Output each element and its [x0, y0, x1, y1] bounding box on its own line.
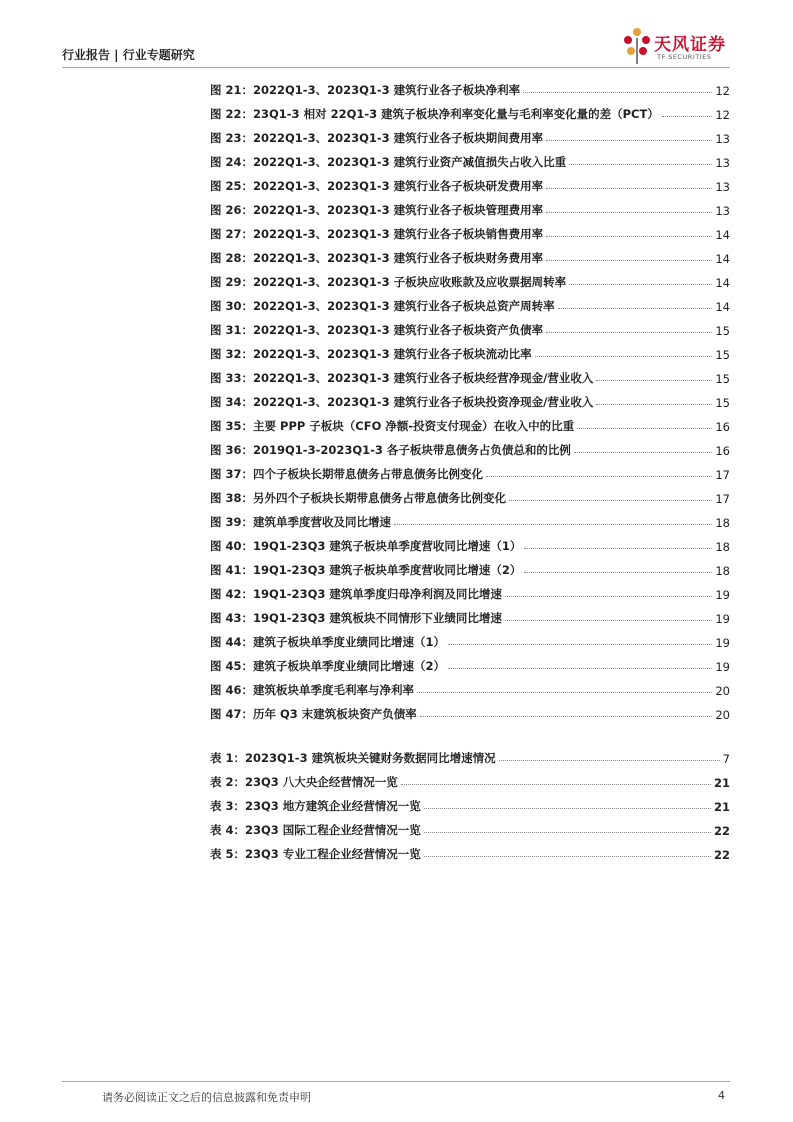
figure-entry-page[interactable]: 12 [715, 108, 730, 122]
dot-leader [394, 523, 712, 525]
figure-entry-page[interactable]: 18 [715, 564, 730, 578]
figure-entry[interactable] [210, 410, 730, 434]
dot-leader [546, 259, 712, 261]
figure-entry[interactable] [210, 338, 730, 362]
dot-leader [596, 379, 712, 381]
dot-leader [401, 783, 711, 785]
figure-entry[interactable] [210, 554, 730, 578]
table-entry[interactable] [210, 742, 730, 766]
figure-entry-title[interactable]: 图 46：建筑板块单季度毛利率与净利率 [210, 683, 415, 697]
figure-entry[interactable] [210, 98, 730, 122]
figure-entry[interactable] [210, 362, 730, 386]
figure-entry[interactable] [210, 434, 730, 458]
figure-entry-title[interactable]: 图 43：19Q1-23Q3 建筑板块不同情形下业绩同比增速 [210, 611, 502, 625]
table-entry-title[interactable]: 表 4：23Q3 国际工程企业经营情况一览 [210, 823, 421, 837]
dot-leader [448, 667, 712, 669]
figure-index-list [210, 74, 730, 722]
figure-entry-page[interactable]: 14 [715, 228, 730, 242]
company-logo [622, 26, 734, 70]
figure-entry-title[interactable]: 图 28：2022Q1-3、2023Q1-3 建筑行业各子板块财务费用率 [210, 251, 544, 265]
logo-flower-icon [622, 26, 652, 66]
dot-leader [569, 163, 712, 165]
table-entry-title[interactable]: 表 5：23Q3 专业工程企业经营情况一览 [210, 847, 421, 861]
figure-entry-page[interactable]: 19 [715, 660, 730, 674]
dot-leader [424, 855, 711, 857]
figure-entry-title[interactable]: 图 30：2022Q1-3、2023Q1-3 建筑行业各子板块总资产周转率 [210, 299, 555, 313]
table-index-list [210, 742, 730, 862]
figure-entry-page[interactable]: 19 [715, 612, 730, 626]
figure-entry-title[interactable]: 图 47：历年 Q3 末建筑板块资产负债率 [210, 707, 417, 721]
figure-entry-page[interactable]: 15 [715, 372, 730, 386]
figure-entry-page[interactable]: 14 [715, 252, 730, 266]
figure-entry[interactable] [210, 194, 730, 218]
figure-entry[interactable] [210, 146, 730, 170]
dot-leader [596, 403, 712, 405]
figure-entry-page[interactable]: 12 [715, 84, 730, 98]
table-entry-title[interactable]: 表 3：23Q3 地方建筑企业经营情况一览 [210, 799, 421, 813]
figure-entry[interactable] [210, 122, 730, 146]
dot-leader [546, 331, 712, 333]
figure-entry-page[interactable]: 13 [715, 132, 730, 146]
dot-leader [486, 475, 712, 477]
figure-entry-title[interactable]: 图 37：四个子板块长期带息债务占带息债务比例变化 [210, 467, 484, 481]
dot-leader [574, 451, 712, 453]
figure-entry-page[interactable]: 16 [715, 420, 730, 434]
figure-entry-title[interactable]: 图 27：2022Q1-3、2023Q1-3 建筑行业各子板块销售费用率 [210, 227, 544, 241]
figure-entry-title[interactable]: 图 29：2022Q1-3、2023Q1-3 子板块应收账款及应收票据周转率 [210, 275, 567, 289]
table-entry-page[interactable]: 22 [713, 824, 730, 838]
table-entry[interactable] [210, 814, 730, 838]
figure-entry-page[interactable]: 16 [715, 444, 730, 458]
figure-entry-page[interactable]: 15 [715, 348, 730, 362]
figure-entry-title[interactable]: 图 39：建筑单季度营收及同比增速 [210, 515, 392, 529]
table-entry-page[interactable]: 22 [713, 848, 730, 862]
dot-leader [420, 715, 713, 717]
figure-entry[interactable] [210, 290, 730, 314]
dot-leader [546, 187, 712, 189]
figure-entry[interactable] [210, 266, 730, 290]
logo-chinese-text: 天风证券 [654, 35, 726, 55]
figure-entry-title[interactable]: 图 21：2022Q1-3、2023Q1-3 建筑行业各子板块净利率 [210, 83, 521, 97]
figure-entry-page[interactable]: 19 [715, 636, 730, 650]
figure-entry-page[interactable]: 13 [715, 204, 730, 218]
figure-entry[interactable] [210, 170, 730, 194]
figure-entry[interactable] [210, 386, 730, 410]
figure-entry[interactable] [210, 314, 730, 338]
figure-entry-page[interactable]: 20 [715, 708, 730, 722]
figure-entry-title[interactable]: 图 45：建筑子板块单季度业绩同比增速（2） [210, 659, 446, 673]
dot-leader [524, 571, 712, 573]
figure-entry-title[interactable]: 图 31：2022Q1-3、2023Q1-3 建筑行业各子板块资产负债率 [210, 323, 544, 337]
dot-leader [577, 427, 712, 429]
figure-entry-title[interactable]: 图 35：主要 PPP 子板块（CFO 净额-投资支付现金）在收入中的比重 [210, 419, 575, 433]
dot-leader [448, 643, 712, 645]
figure-entry[interactable] [210, 578, 730, 602]
dot-leader [509, 499, 712, 501]
dot-leader [535, 355, 713, 357]
figure-entry-title[interactable]: 图 32：2022Q1-3、2023Q1-3 建筑行业各子板块流动比率 [210, 347, 532, 361]
figure-entry[interactable] [210, 602, 730, 626]
dot-leader [499, 759, 720, 761]
dot-leader [546, 235, 712, 237]
figure-entry[interactable] [210, 626, 730, 650]
footer-divider [62, 1081, 730, 1082]
dot-leader [546, 139, 712, 141]
figure-entry-title[interactable]: 图 25：2022Q1-3、2023Q1-3 建筑行业各子板块研发费用率 [210, 179, 544, 193]
figure-entry[interactable] [210, 698, 730, 722]
dot-leader [662, 115, 713, 117]
figure-entry-title[interactable]: 图 41：19Q1-23Q3 建筑子板块单季度营收同比增速（2） [210, 563, 522, 577]
figure-entry[interactable] [210, 650, 730, 674]
table-entry-title[interactable]: 表 1：2023Q1-3 建筑板块关键财务数据同比增速情况 [210, 751, 496, 765]
figure-entry-title[interactable]: 图 42：19Q1-23Q3 建筑单季度归母净利润及同比增速 [210, 587, 502, 601]
dot-leader [524, 547, 712, 549]
table-entry[interactable] [210, 766, 730, 790]
figure-entry-page[interactable]: 15 [715, 396, 730, 410]
figure-entry[interactable] [210, 530, 730, 554]
figure-entry[interactable] [210, 458, 730, 482]
figure-entry-title[interactable]: 图 26：2022Q1-3、2023Q1-3 建筑行业各子板块管理费用率 [210, 203, 544, 217]
header-section-title: 行业报告 | 行业专题研究 [62, 48, 195, 62]
dot-leader [424, 831, 711, 833]
footer-page-number: 4 [718, 1089, 725, 1102]
table-entry-title[interactable]: 表 2：23Q3 八大央企经营情况一览 [210, 775, 398, 789]
dot-leader [558, 307, 713, 309]
figure-entry-title[interactable]: 图 40：19Q1-23Q3 建筑子板块单季度营收同比增速（1） [210, 539, 522, 553]
figure-entry[interactable] [210, 74, 730, 98]
dot-leader [505, 619, 713, 621]
dot-leader [546, 211, 712, 213]
dot-leader [523, 91, 712, 93]
table-entry[interactable] [210, 838, 730, 862]
figure-entry-page[interactable]: 18 [715, 540, 730, 554]
figure-entry-page[interactable]: 20 [715, 684, 730, 698]
figure-entry-page[interactable]: 14 [715, 300, 730, 314]
figure-entry[interactable] [210, 506, 730, 530]
dot-leader [424, 807, 711, 809]
footer-disclaimer: 请务必阅读正文之后的信息披露和免责申明 [102, 1091, 311, 1104]
figure-entry-page[interactable]: 18 [715, 516, 730, 530]
figure-entry-title[interactable]: 图 22：23Q1-3 相对 22Q1-3 建筑子板块净利率变化量与毛利率变化量的差（PCT） [210, 107, 659, 121]
figure-entry-page[interactable]: 17 [715, 468, 730, 482]
figure-entry-page[interactable]: 17 [715, 492, 730, 506]
table-entry-page[interactable]: 21 [713, 776, 730, 790]
figure-entry-page[interactable]: 15 [715, 324, 730, 338]
logo-english-text: TF SECURITIES [657, 53, 712, 61]
dot-leader [417, 691, 712, 693]
table-entry-page[interactable]: 7 [722, 752, 730, 766]
figure-entry-page[interactable]: 14 [715, 276, 730, 290]
figure-entry-title[interactable]: 图 36：2019Q1-3-2023Q1-3 各子板块带息债务占负债总和的比例 [210, 443, 571, 457]
header-divider [62, 67, 730, 68]
dot-leader [505, 595, 713, 597]
figure-entry[interactable] [210, 482, 730, 506]
figure-entry-title[interactable]: 图 24：2022Q1-3、2023Q1-3 建筑行业资产减值损失占收入比重 [210, 155, 567, 169]
table-entry-page[interactable]: 21 [713, 800, 730, 814]
figure-entry[interactable] [210, 674, 730, 698]
figure-entry-title[interactable]: 图 44：建筑子板块单季度业绩同比增速（1） [210, 635, 446, 649]
figure-entry[interactable] [210, 242, 730, 266]
figure-entry-title[interactable]: 图 34：2022Q1-3、2023Q1-3 建筑行业各子板块投资净现金/营业收入 [210, 395, 594, 409]
figure-entry[interactable] [210, 218, 730, 242]
figure-entry-page[interactable]: 13 [715, 156, 730, 170]
figure-entry-title[interactable]: 图 23：2022Q1-3、2023Q1-3 建筑行业各子板块期间费用率 [210, 131, 544, 145]
table-entry[interactable] [210, 790, 730, 814]
figure-entry-page[interactable]: 19 [715, 588, 730, 602]
figure-entry-title[interactable]: 图 38：另外四个子板块长期带息债务占带息债务比例变化 [210, 491, 507, 505]
dot-leader [569, 283, 712, 285]
figure-entry-page[interactable]: 13 [715, 180, 730, 194]
figure-entry-title[interactable]: 图 33：2022Q1-3、2023Q1-3 建筑行业各子板块经营净现金/营业收入 [210, 371, 594, 385]
